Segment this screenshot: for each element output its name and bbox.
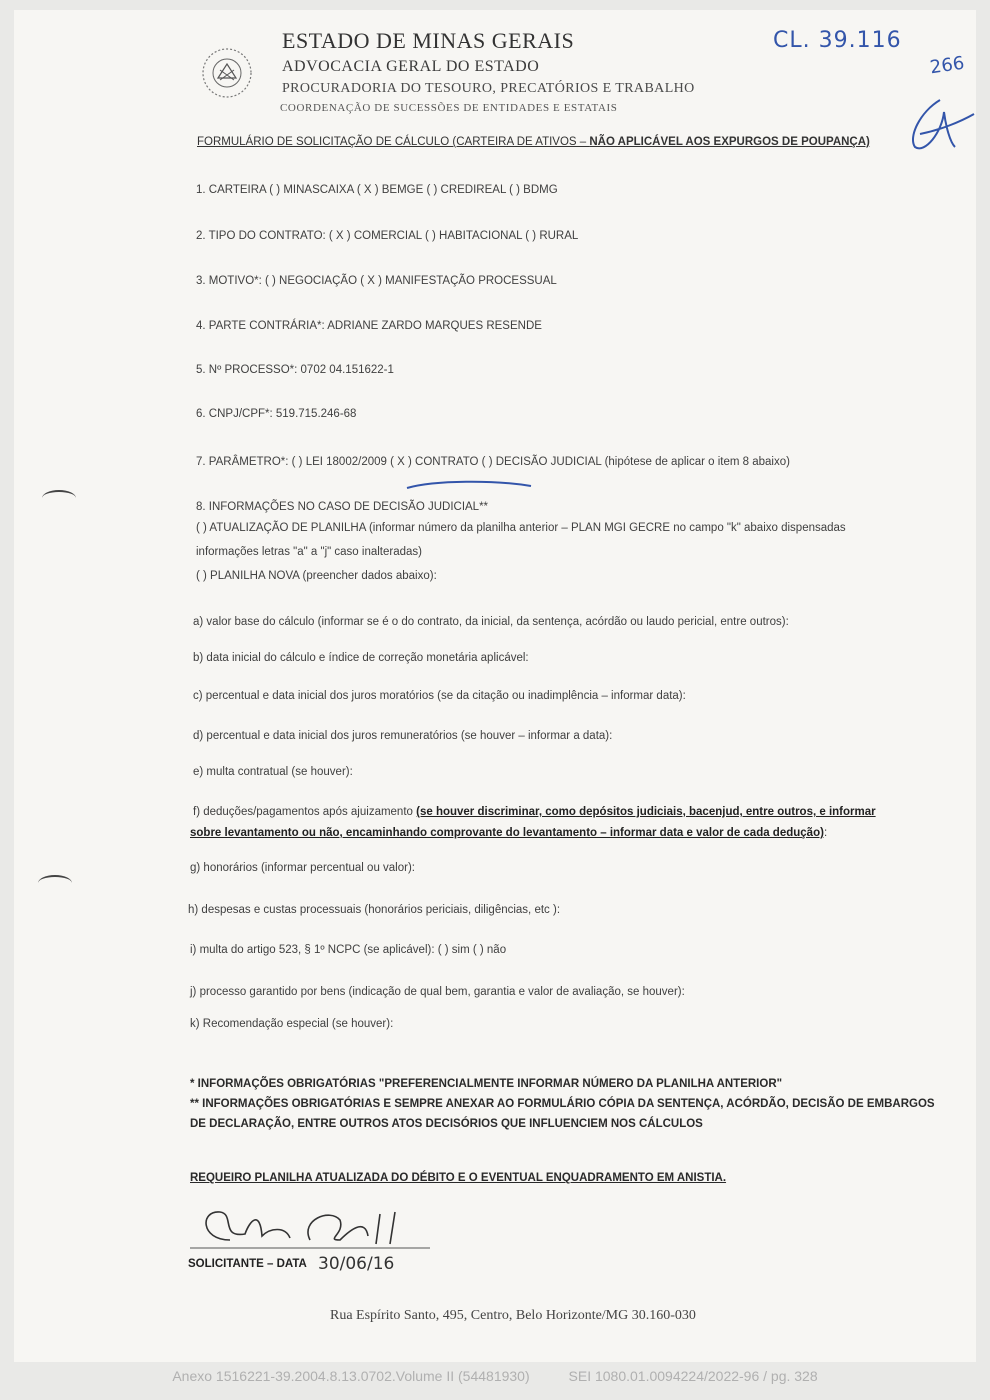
field-processo: 5. Nº PROCESSO*: 0702 04.151622-1 (196, 364, 394, 376)
item-f-text: f) deduções/pagamentos após ajuizamento (193, 806, 417, 818)
field-carteira: 1. CARTEIRA ( ) MINASCAIXA ( X ) BEMGE ( ) CREDIREAL ( ) BDMG (196, 184, 558, 196)
option-planilha-nova: ( ) PLANILHA NOVA (preencher dados abaixo): (196, 570, 437, 582)
handwritten-reference: CL. 39.116 (773, 28, 902, 53)
coat-of-arms-icon (196, 40, 258, 106)
field-cnpj-cpf: 6. CNPJ/CPF*: 519.715.246-68 (196, 408, 357, 420)
item-e: e) multa contratual (se houver): (193, 766, 353, 778)
binder-hole-mark (42, 490, 76, 506)
signature-mark (190, 1200, 470, 1256)
handwritten-initial-mark (900, 92, 980, 162)
agency-name: ADVOCACIA GERAL DO ESTADO (282, 58, 540, 75)
item-g: g) honorários (informar percentual ou valor): (190, 862, 415, 874)
option-atualizacao-planilha: ( ) ATUALIZAÇÃO DE PLANILHA (informar número da planilha anterior – PLAN MGI GECRE no campo "k" abaixo dispensadas (196, 522, 846, 534)
form-title-part1: FORMULÁRIO DE SOLICITAÇÃO DE CÁLCULO (CARTEIRA DE ATIVOS – (197, 136, 590, 148)
coordination-name: COORDENAÇÃO DE SUCESSÕES DE ENTIDADES E ESTATAIS (280, 102, 618, 114)
field-tipo-contrato: 2. TIPO DO CONTRATO: ( X ) COMERCIAL ( ) HABITACIONAL ( ) RURAL (196, 230, 579, 242)
item-f-underlined-1: (se houver discriminar, como depósitos judiciais, bacenjud, entre outros, e informar (416, 806, 876, 818)
requester-date-label: SOLICITANTE – DATA (188, 1258, 307, 1270)
item-k: k) Recomendação especial (se houver): (190, 1018, 394, 1030)
item-b: b) data inicial do cálculo e índice de correção monetária aplicável: (193, 652, 529, 664)
item-f (193, 806, 876, 818)
item-d: d) percentual e data inicial dos juros remuneratórios (se houver – informar a data): (193, 730, 613, 742)
request-statement: REQUEIRO PLANILHA ATUALIZADA DO DÉBITO E O EVENTUAL ENQUADRAMENTO EM ANISTIA. (190, 1172, 727, 1184)
note-mandatory-3: DE DECLARAÇÃO, ENTRE OUTROS ATOS DECISÓRIOS QUE INFLUENCIEM NOS CÁLCULOS (190, 1118, 703, 1130)
state-name: ESTADO DE MINAS GERAIS (282, 28, 575, 53)
document-page (14, 10, 976, 1362)
field-info-decisao: 8. INFORMAÇÕES NO CASO DE DECISÃO JUDICIAL** (196, 501, 489, 513)
form-title-part2: NÃO APLICÁVEL AOS EXPURGOS DE POUPANÇA) (589, 136, 870, 148)
field-parte-contraria: 4. PARTE CONTRÁRIA*: ADRIANE ZARDO MARQUES RESENDE (196, 320, 542, 332)
handwritten-date: 30/06/16 (318, 1254, 395, 1274)
footer-address: Rua Espírito Santo, 495, Centro, Belo Horizonte/MG 30.160-030 (330, 1308, 696, 1323)
handwritten-underline (405, 478, 535, 492)
note-mandatory-2: ** INFORMAÇÕES OBRIGATÓRIAS E SEMPRE ANEXAR AO FORMULÁRIO CÓPIA DA SENTENÇA, ACÓRDÃO, DECISÃO DE EMBARGOS (190, 1098, 935, 1110)
form-title (197, 136, 870, 148)
item-i: i) multa do artigo 523, § 1º NCPC (se aplicável): ( ) sim ( ) não (190, 944, 507, 956)
department-name: PROCURADORIA DO TESOURO, PRECATÓRIOS E TRABALHO (282, 81, 695, 96)
item-f-underlined-2: sobre levantamento ou não, encaminhando comprovante do levantamento – informar data e valor de cada dedução) (190, 827, 824, 839)
item-a: a) valor base do cálculo (informar se é o do contrato, da inicial, da sentença, acórdão ou laudo pericial, entre outros): (193, 616, 789, 628)
field-parametro: 7. PARÂMETRO*: ( ) LEI 18002/2009 ( X ) CONTRATO ( ) DECISÃO JUDICIAL (hipótese de aplicar o item 8 abaixo) (196, 456, 790, 468)
option-atualizacao-note: informações letras "a" a "j" caso inalteradas) (196, 546, 422, 558)
item-j: j) processo garantido por bens (indicação de qual bem, garantia e valor de avaliação, se houver): (190, 986, 685, 998)
document-stamp: Anexo 1516221-39.2004.8.13.0702.Volume II (54481930) SEI 1080.01.0094224/2022-96 / pg. 328 (172, 1368, 818, 1384)
note-mandatory-1: * INFORMAÇÕES OBRIGATÓRIAS "PREFERENCIALMENTE INFORMAR NÚMERO DA PLANILHA ANTERIOR" (190, 1078, 783, 1090)
item-c: c) percentual e data inicial dos juros moratórios (se da citação ou inadimplência – informar data): (193, 690, 686, 702)
item-f-colon: : (823, 827, 828, 839)
handwritten-page-number: 266 (928, 52, 966, 79)
binder-hole-mark (38, 875, 72, 891)
item-f-continued (190, 827, 827, 839)
item-h: h) despesas e custas processuais (honorários periciais, diligências, etc ): (188, 904, 561, 916)
field-motivo: 3. MOTIVO*: ( ) NEGOCIAÇÃO ( X ) MANIFESTAÇÃO PROCESSUAL (196, 275, 557, 287)
